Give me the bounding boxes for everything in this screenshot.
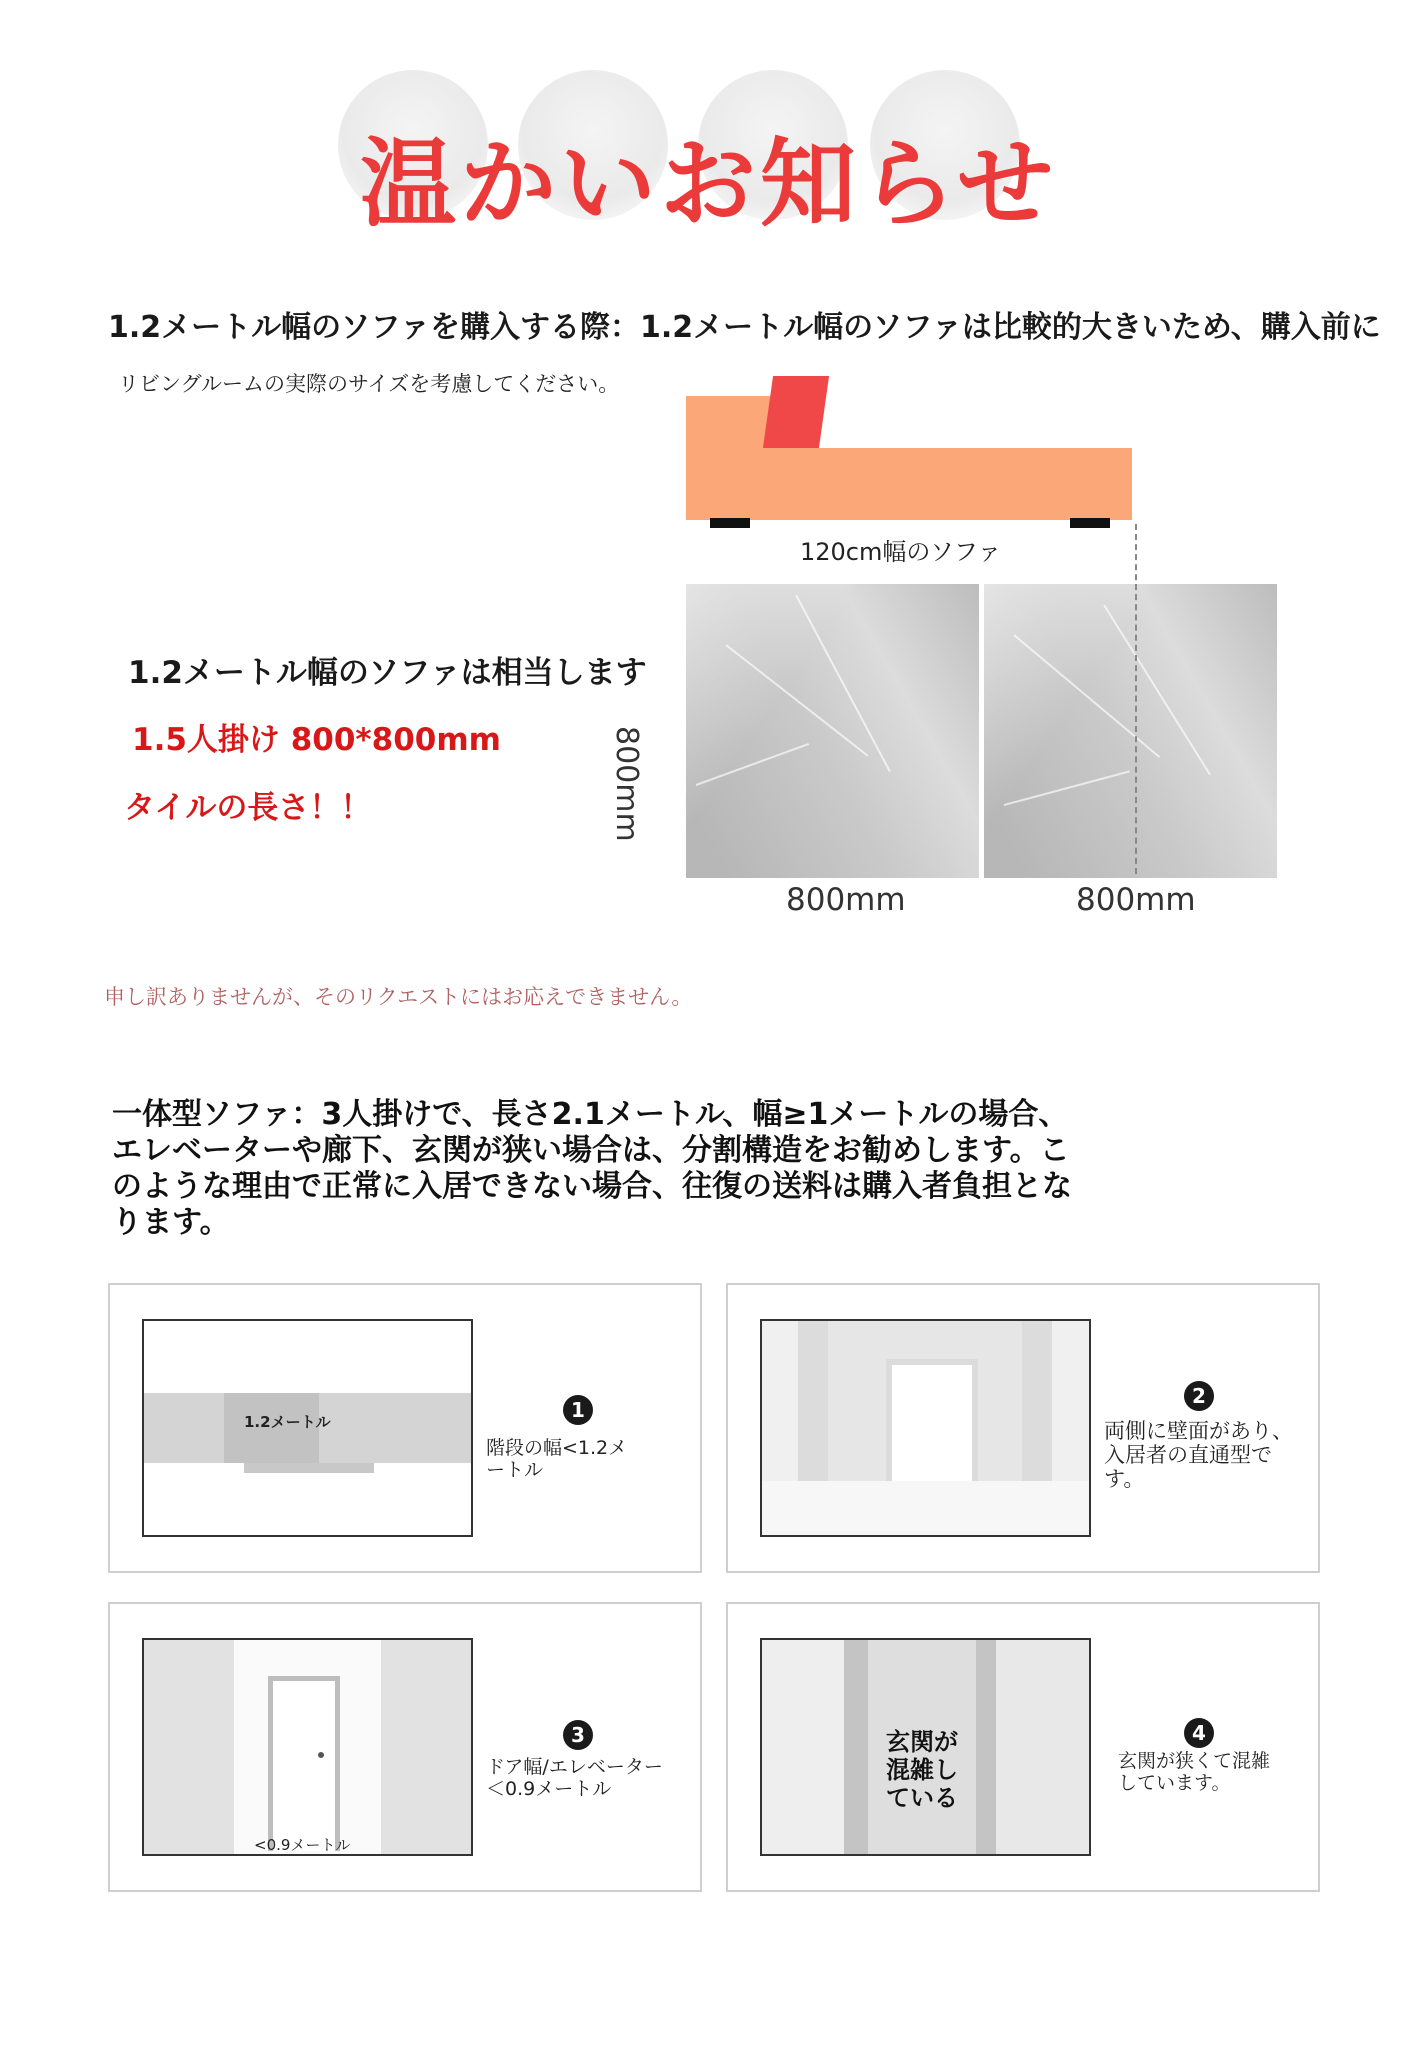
- stairs-illustration: [142, 1319, 473, 1537]
- corridor-illustration: [760, 1319, 1091, 1537]
- sofa-foot-right: [1070, 518, 1110, 528]
- panel-3-text: ドア幅/エレベーター＜0.9メートル: [486, 1756, 663, 1800]
- sofa-armrest: [686, 396, 776, 450]
- tile-width-label-left: 800mm: [786, 882, 906, 918]
- door-width-label: <0.9メートル: [254, 1836, 351, 1854]
- marble-tile-left: [686, 584, 979, 878]
- panel-4-text: 玄関が狭くて混雑しています。: [1118, 1750, 1271, 1794]
- notice-line: 申し訳ありませんが、そのリクエストにはお応えできません。: [104, 985, 693, 1009]
- equivalence-text: 1.2メートル幅のソファは相当します: [128, 655, 647, 691]
- tile-size-text: 1.5人掛け 800*800mm: [132, 722, 501, 758]
- page-title: 温かいお知らせ: [360, 128, 1058, 240]
- tile-width-label-right: 800mm: [1076, 882, 1196, 918]
- marble-tile-right: [984, 584, 1277, 878]
- entrance-illustration: [760, 1638, 1091, 1856]
- panel-corridor: [726, 1283, 1320, 1573]
- number-3-icon: 3: [563, 1720, 593, 1750]
- panel-entrance: [726, 1602, 1320, 1892]
- split-structure-paragraph: 一体型ソファ：3人掛けで、長さ2.1メートル、幅≥1メートルの場合、エレベーターや廊下、玄関が狭い場合は、分割構造をお勧めします。このような理由で正常に入居できない場合、往復の送料は購入者負担となります。: [112, 1097, 1072, 1240]
- sofa-body: [686, 448, 1132, 520]
- panel-stairs: [108, 1283, 702, 1573]
- door-illustration: [142, 1638, 473, 1856]
- entrance-crowded-label: 玄関が混雑している: [886, 1728, 958, 1812]
- sofa-width-label: 120cm幅のソファ: [800, 538, 1002, 566]
- sofa-cushion: [763, 376, 829, 448]
- number-2-icon: 2: [1184, 1381, 1214, 1411]
- panel-door: [108, 1602, 702, 1892]
- panel-2-text: 両側に壁面があり、入居者の直通型です。: [1104, 1419, 1293, 1491]
- number-1-icon: 1: [563, 1395, 593, 1425]
- number-4-icon: 4: [1184, 1718, 1214, 1748]
- tile-height-label: 800mm: [609, 726, 644, 842]
- sofa-heading: 1.2メートル幅のソファを購入する際：1.2メートル幅のソファは比較的大きいため、購入前に: [108, 310, 1381, 345]
- tile-length-text: タイルの長さ！！: [124, 790, 372, 826]
- stairs-width-label: 1.2メートル: [244, 1413, 331, 1431]
- sofa-subline: リビングルームの実際のサイズを考慮してください。: [118, 372, 620, 396]
- tile-dashed-guide: [1135, 584, 1137, 874]
- panel-1-text: 階段の幅<1.2メートル: [486, 1437, 628, 1481]
- sofa-foot-left: [710, 518, 750, 528]
